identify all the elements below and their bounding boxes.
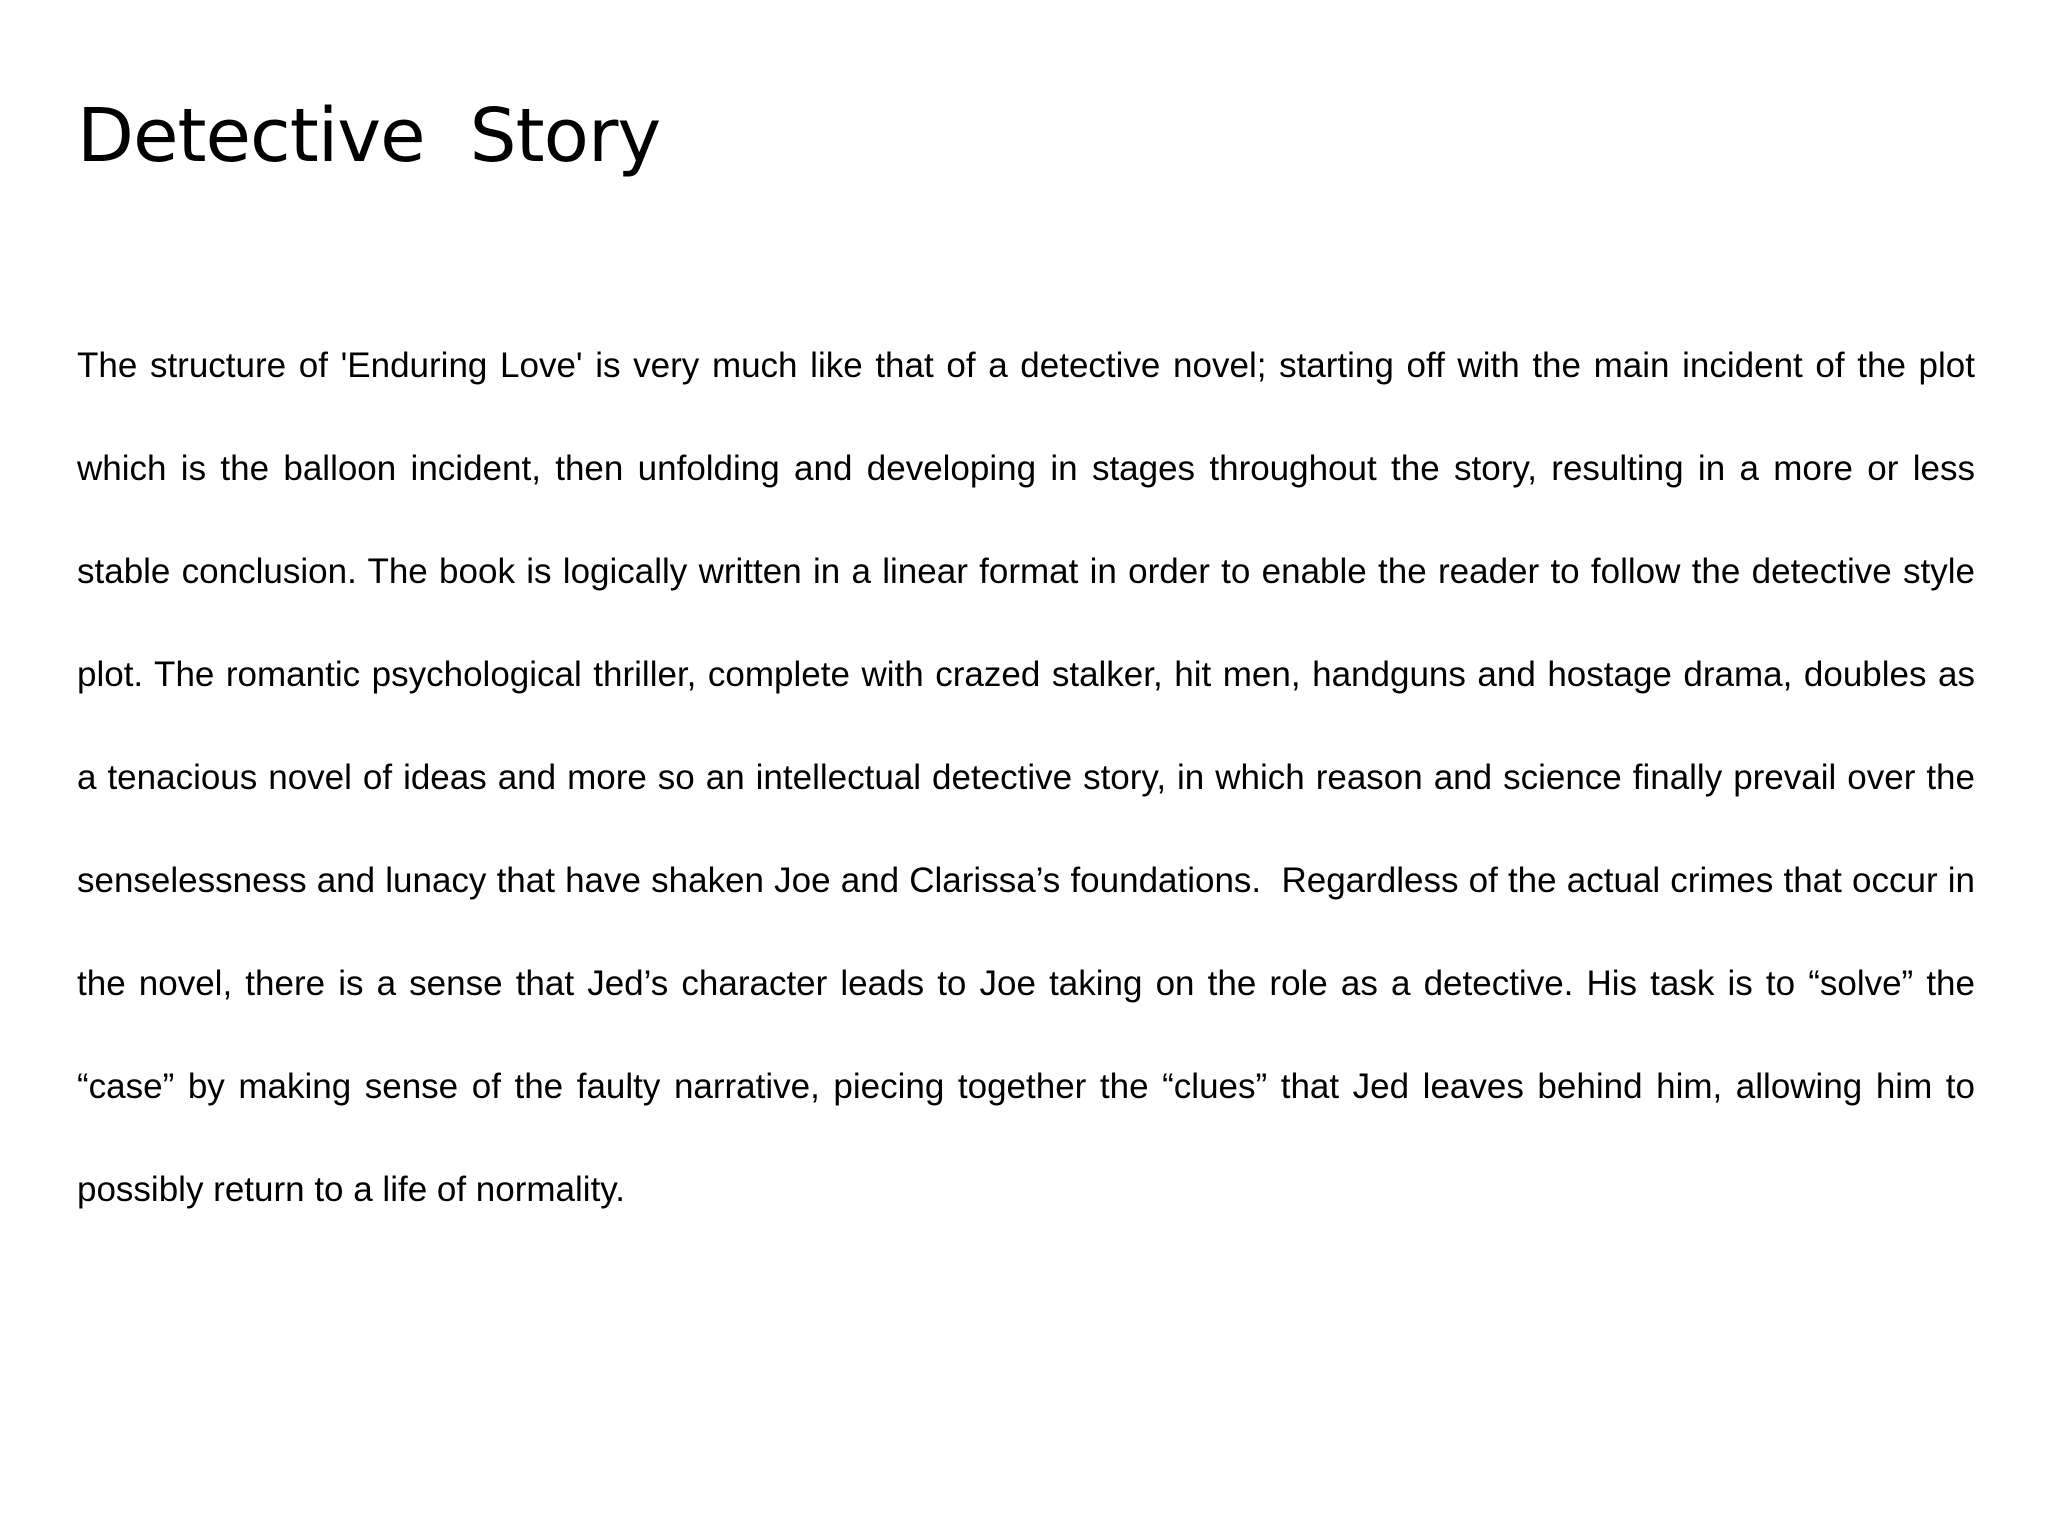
body-paragraph: The structure of 'Enduring Love' is very much like that of a detective novel; starting off with the main incident of the plot which is the balloon incident, then unfolding and developing in stages throughout the story, resulting in a more or less stable conclusion. The book is logically written in a linear format in order to enable the reader to follow the detective style plot. The romantic psychological thriller, complete with crazed stalker, hit men, handguns and hostage drama, doubles as a tenacious novel of ideas and more so an intellectual detective story, in which reason and science finally prevail over the senselessness and lunacy that have shaken Joe and Clarissa’s foundations. Regardless of the actual crimes that occur in the novel, there is a sense that Jed’s character leads to Joe taking on the role as a detective. His task is to “solve” the “case” by making sense of the faulty narrative, piecing together the “clues” that Jed leaves behind him, allowing him to possibly return to a life of normality. [77, 346, 1985, 1209]
page-title: Detective Story [77, 93, 661, 179]
